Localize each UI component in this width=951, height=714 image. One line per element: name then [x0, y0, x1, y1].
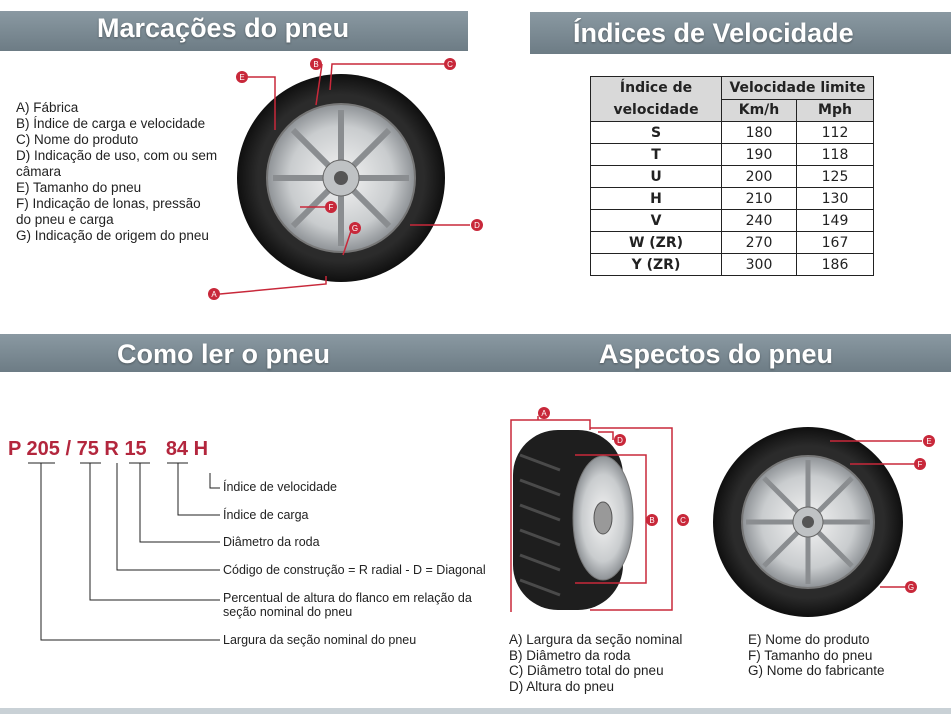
code-ratio: 75: [76, 438, 99, 460]
code-width: 205: [26, 438, 60, 460]
marker-d-2: D: [617, 436, 623, 445]
table-row: T 190 118: [591, 144, 874, 166]
code-load: 84: [165, 438, 189, 460]
aspects-item-b: B) Diâmetro da roda: [509, 647, 631, 663]
aspects-legend-right: [748, 632, 885, 679]
table-row: V 240 149: [591, 210, 874, 232]
tire-code: [8, 438, 208, 461]
marker-c-2: C: [680, 516, 686, 525]
tire-photo-aspects: [713, 427, 903, 617]
table-header-index: Índice de velocidade: [591, 77, 722, 122]
table-header-limit: Velocidade limite: [722, 77, 874, 100]
speed-title: Índices de Velocidade: [573, 18, 854, 48]
marker-a-2: A: [541, 409, 547, 418]
code-label-speed: Índice de velocidade: [223, 480, 337, 494]
howto-title: Como ler o pneu: [117, 339, 331, 369]
speed-index-table: [590, 76, 874, 276]
code-label-load: Índice de carga: [223, 508, 309, 522]
legend-item-a: A) Fábrica: [16, 100, 79, 115]
aspects-item-e: E) Nome do produto: [748, 632, 870, 647]
code-label-ratio: Percentual de altura do flanco em relação da seção nominal do pneu: [223, 591, 472, 619]
table-row: U 200 125: [591, 166, 874, 188]
marker-d-1: D: [474, 221, 480, 230]
aspects-item-d: D) Altura do pneu: [509, 678, 615, 694]
marker-e-2: E: [926, 437, 932, 446]
aspects-item-f: F) Tamanho do pneu: [748, 647, 873, 663]
table-row: Y (ZR) 300 186: [591, 254, 874, 276]
table-header-mph: Mph: [797, 99, 874, 122]
aspects-legend-left: [509, 632, 682, 694]
code-p: P: [8, 438, 21, 460]
tire-photo-markings: [237, 74, 445, 282]
marker-g-1: G: [351, 224, 359, 233]
marker-f-2: F: [917, 460, 923, 469]
marker-g-2: G: [907, 583, 915, 592]
legend-item-d: D) Indicação de uso, com ou sem câmara: [16, 148, 218, 179]
bottom-bar: [0, 708, 951, 714]
marker-a-1: A: [211, 290, 217, 299]
code-speed: H: [193, 438, 209, 460]
aspects-item-g: G) Nome do fabricante: [748, 663, 885, 678]
marker-f-1: F: [328, 203, 334, 212]
aspects-item-c: C) Diâmetro total do pneu: [509, 663, 664, 678]
table-row: W (ZR) 270 167: [591, 232, 874, 254]
table-header-kmh: Km/h: [722, 99, 797, 122]
marker-c-1: C: [447, 60, 453, 69]
marker-b-1: B: [313, 60, 319, 69]
code-construction: R: [104, 438, 119, 460]
legend-item-b: B) Índice de carga e velocidade: [16, 116, 206, 131]
code-label-width: Largura da seção nominal do pneu: [223, 633, 417, 647]
table-row: H 210 130: [591, 188, 874, 210]
code-label-rim: Diâmetro da roda: [223, 535, 320, 549]
table-row: S 180 112: [591, 122, 874, 144]
marker-b-2: B: [649, 516, 655, 525]
legend-item-c: C) Nome do produto: [16, 132, 139, 147]
aspects-title: Aspectos do pneu: [599, 339, 834, 369]
legend-item-g: G) Indicação de origem do pneu: [16, 228, 209, 243]
markings-title: Marcações do pneu: [97, 13, 350, 43]
aspects-item-a: A) Largura da seção nominal: [509, 632, 683, 647]
code-rim: 15: [124, 438, 147, 460]
legend-item-e: E) Tamanho do pneu: [16, 180, 142, 195]
code-label-construction: Código de construção = R radial - D = Diagonal: [223, 563, 486, 577]
marker-e-1: E: [239, 73, 245, 82]
legend-item-f: F) Indicação de lonas, pressão do pneu e carga: [16, 196, 201, 227]
code-slash: /: [65, 438, 72, 460]
